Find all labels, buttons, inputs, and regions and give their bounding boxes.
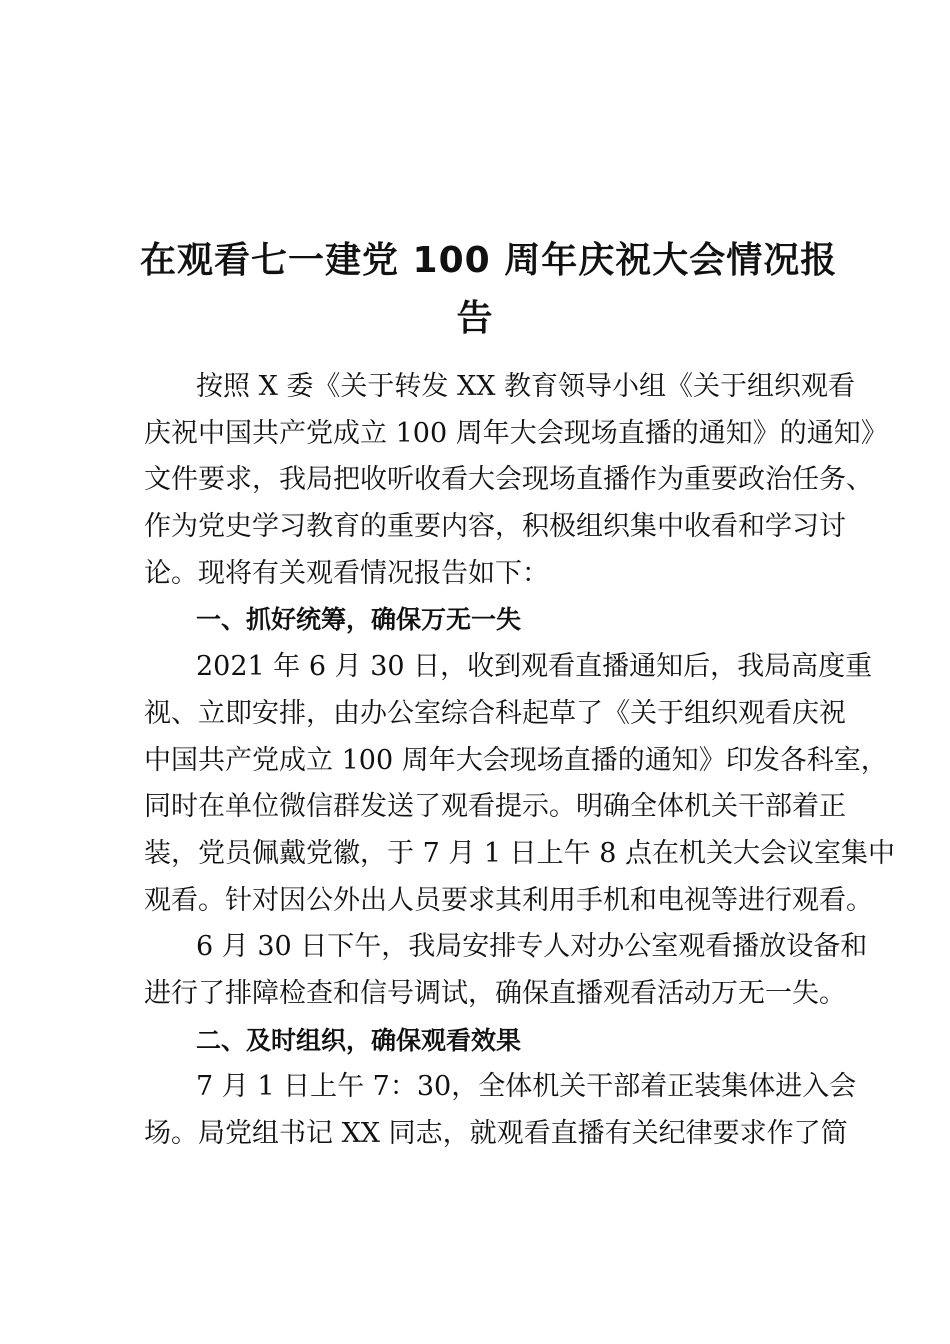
paragraph-line: 同时在单位微信群发送了观看提示。明确全体机关干部着正 [144, 791, 846, 823]
paragraph-line: 装，党员佩戴党徽，于 7 月 1 日上午 8 点在机关大会议室集中 [144, 837, 896, 869]
document-body [144, 364, 896, 1158]
paragraph-line: 进行了排障检查和信号调试，确保直播观看活动万无一失。 [144, 977, 846, 1009]
paragraph-line: 2021 年 6 月 30 日，收到观看直播通知后，我局高度重 [196, 651, 873, 683]
paragraph-line: 观看。针对因公外出人员要求其利用手机和电视等进行观看。 [144, 884, 873, 916]
title-line-2: 告 [456, 298, 494, 339]
paragraph-line: 按照 X 委《关于转发 XX 教育领导小组《关于组织观看 [196, 371, 855, 402]
paragraph-line: 7 月 1 日上午 7：30，全体机关干部着正装集体进入会 [196, 1071, 857, 1103]
paragraph-line: 场。局党组书记 XX 同志，就观看直播有关纪律要求作了简 [144, 1118, 848, 1149]
paragraph-line: 文件要求，我局把收听收看大会现场直播作为重要政治任务、 [144, 464, 873, 496]
paragraph-line: 庆祝中国共产党成立 100 周年大会现场直播的通知》的通知》 [144, 417, 888, 449]
paragraph-line: 作为党史学习教育的重要内容，积极组织集中收看和学习讨 [144, 511, 846, 543]
section-heading-2: 二、及时组织，确保观看效果 [196, 1025, 522, 1055]
paragraph-line: 中国共产党成立 100 周年大会现场直播的通知》印发各科室， [144, 744, 888, 776]
document-title [140, 232, 838, 348]
paragraph-line: 视、立即安排，由办公室综合科起草了《关于组织观看庆祝 [144, 697, 846, 729]
paragraph-line: 6 月 30 日下午，我局安排专人对办公室观看播放设备和 [196, 931, 868, 963]
title-line-1: 在观看七一建党 100 周年庆祝大会情况报 [140, 240, 838, 281]
section-heading-1: 一、抓好统筹，确保万无一失 [196, 605, 522, 635]
paragraph-line: 论。现将有关观看情况报告如下： [144, 557, 549, 589]
